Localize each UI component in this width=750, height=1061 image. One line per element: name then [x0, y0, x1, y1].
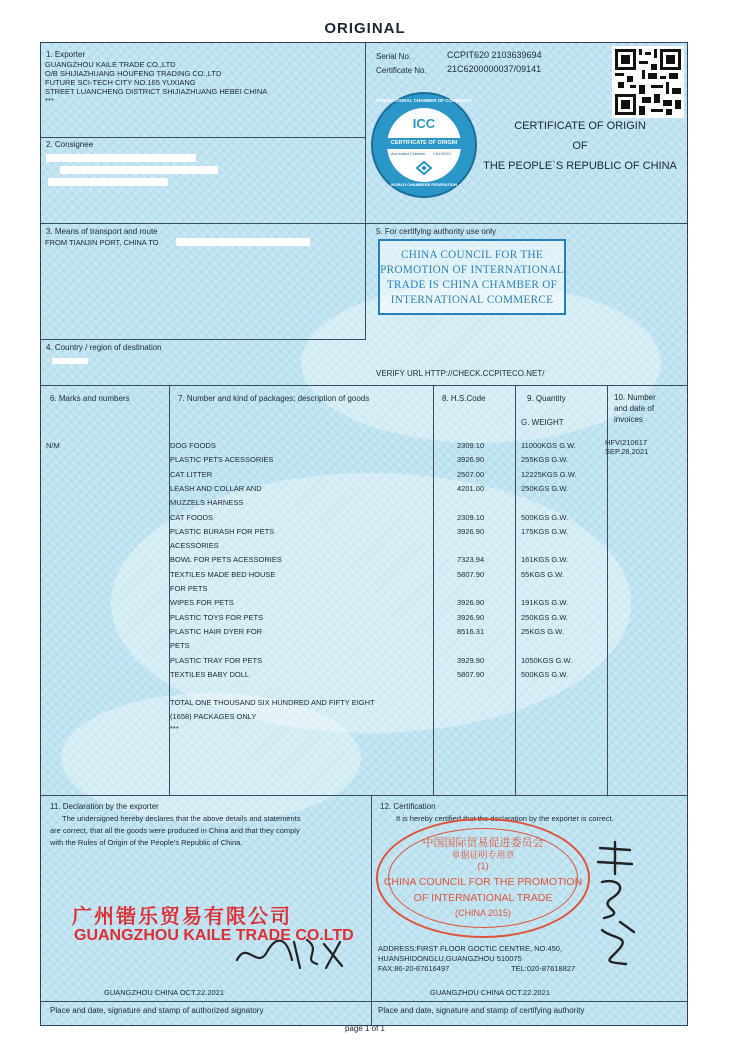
certifier-address: ADDRESS:FIRST FLOOR GOCTIC CENTRE, NO.450,: [378, 944, 563, 953]
qr-code[interactable]: [612, 46, 684, 118]
page-number: page 1 of 1: [344, 1024, 386, 1033]
seal-mid: (1): [477, 861, 489, 871]
exporter-place-date: GUANGZHOU CHINA OCT.22.2021: [104, 988, 225, 997]
certificate-no-value: 21C6200000037/09141: [447, 64, 542, 74]
hs-code: 4201.00: [457, 483, 485, 493]
marks-value: N/M: [46, 441, 60, 450]
serial-label: Serial No.: [376, 52, 412, 61]
gross-weight: 500KGS G.W.: [521, 512, 569, 522]
consignee-label: 2. Consignee: [46, 140, 94, 149]
col-invoice-header: invoices: [614, 415, 643, 424]
ccpit-notice-box: [378, 239, 566, 315]
exporter-stamp-cn: 广州锴乐贸易有限公司: [72, 906, 292, 928]
goods-description: PLASTIC TRAY FOR PETS: [170, 655, 263, 665]
destination-label: 4. Country / region of destination: [46, 343, 162, 352]
declaration-text: The undersigned hereby declares that the above details and statements: [62, 814, 301, 823]
redacted-block: [48, 178, 168, 186]
exporter-footer: Place and date, signature and stamp of authorized signatory: [50, 1006, 264, 1015]
goods-description: FOR PETS: [170, 584, 208, 593]
world-chambers-icon: [415, 160, 433, 176]
hs-code: 8516.31: [457, 626, 485, 636]
gross-weight: 175KGS G.W.: [521, 526, 569, 536]
col-quantity-sub: G. WEIGHT: [521, 418, 564, 427]
gross-weight: 55KGS G.W.: [521, 569, 564, 579]
icc-seal-icon: [371, 92, 477, 198]
total-line: TOTAL ONE THOUSAND SIX HUNDRED AND FIFTY EIGHT: [170, 698, 375, 707]
redacted-block: [46, 154, 196, 162]
gross-weight: 25KGS G.W.: [521, 626, 564, 636]
exporter-line: ***: [45, 96, 54, 105]
hs-code: 3926.90: [457, 526, 485, 536]
goods-description: LEASH AND COLLAR AND: [170, 483, 262, 493]
goods-description: PLASTIC HAIR DYER FOR: [170, 626, 263, 636]
goods-description: PLASTIC BURASH FOR PETS: [170, 526, 275, 536]
col-quantity-header: 9. Quantity: [527, 394, 566, 403]
gross-weight: 11000KGS G.W.: [521, 441, 576, 450]
hs-code: 5807.90: [457, 669, 485, 679]
redacted-block: [52, 358, 88, 364]
icc-ring-bottom: WORLD CHAMBERS FEDERATION: [390, 182, 458, 187]
goods-description: PETS: [170, 641, 190, 651]
hs-code: 3926.90: [457, 455, 485, 465]
certifier-tel: TEL:020-87618827: [511, 964, 576, 973]
icc-band: CERTIFICATE OF ORIGIN: [381, 138, 467, 149]
seal-cn-line: 中国国际贸易促进委员会: [422, 837, 544, 849]
redacted-block: [176, 238, 310, 246]
gross-weight: 255KGS G.W.: [521, 455, 569, 465]
exporter-line: STREET LUANCHENG DISTRICT SHIJIAZHUANG HEBEI CHINA: [45, 87, 268, 96]
cert-title-line: OF: [572, 140, 588, 152]
goods-description: TEXTILES BABY DOLL: [170, 669, 250, 679]
certifier-fax: FAX:86-20-87616497: [378, 964, 450, 973]
goods-description: CAT LITTER: [170, 469, 213, 479]
hs-code: 2309.10: [457, 512, 485, 522]
col-marks-header: 6. Marks and numbers: [50, 394, 130, 403]
declaration-text: are correct, that all the goods were produced in China and that they comply: [50, 826, 300, 835]
ccpit-line: INTERNATIONAL COMMERCE: [390, 294, 554, 306]
goods-description: WIPES FOR PETS: [170, 598, 234, 608]
hs-code: 2507.00: [457, 469, 485, 479]
cert-title-line: CERTIFICATE OF ORIGIN: [514, 120, 646, 132]
goods-description: CAT FOODS: [170, 512, 214, 522]
goods-description: TEXTILES MADE BED HOUSE: [170, 569, 276, 579]
exporter-line: GUANGZHOU KAILE TRADE CO.,LTD: [45, 60, 176, 69]
goods-description: BOWL FOR PETS ACESSORIES: [170, 555, 282, 565]
gross-weight: 161KGS G.W.: [521, 555, 569, 565]
icc-logo: ICC: [412, 116, 436, 131]
goods-description: DOG FOODS: [170, 441, 216, 450]
seal-en-line: OF INTERNATIONAL TRADE: [413, 892, 553, 904]
gross-weight: 500KGS G.W.: [521, 669, 569, 679]
certification-text: It is hereby certified that the declaration by the exporter is correct.: [396, 814, 614, 823]
document-title: ORIGINAL: [324, 20, 406, 37]
serial-value: CCPIT620 2103639694: [447, 50, 542, 60]
verify-url-link[interactable]: VERIFY URL HTTP://CHECK.CCPITECO.NET/: [376, 369, 545, 378]
goods-description: ACESSORIES: [170, 541, 219, 551]
hs-code: 5807.90: [457, 569, 485, 579]
invoice-number: HFVI210617: [605, 438, 648, 447]
total-line: ***: [170, 724, 179, 733]
col-invoice-header: 10. Number: [614, 393, 656, 402]
gross-weight: 1050KGS G.W.: [521, 655, 573, 665]
ccpit-seal: [376, 818, 590, 938]
goods-description: MUZZELS HARNESS: [170, 498, 244, 508]
icc-accredited: Accredited Chamber: [391, 152, 426, 156]
seal-en-line: CHINA COUNCIL FOR THE PROMOTION: [383, 876, 583, 888]
certificate-no-label: Certificate No.: [376, 66, 427, 75]
exporter-signature-icon: [232, 930, 352, 974]
exporter-line: FUTURE SCI-TECH CITY NO.165 YUXIANG: [45, 78, 196, 87]
hs-code: 3929.90: [457, 655, 485, 665]
invoice-date: SEP.28,2021: [605, 447, 649, 456]
certifier-place-date: GUANGZHOU CHINA OCT.22.2021: [430, 988, 551, 997]
exporter-stamp-en: GUANGZHOU KAILE TRADE CO.LTD: [74, 927, 354, 944]
icc-chamber-id: CN100191: [433, 152, 452, 156]
certifier-footer: Place and date, signature and stamp of certifying authority: [378, 1006, 585, 1015]
hs-code: 3926.90: [457, 598, 485, 608]
col-description-header: 7. Number and kind of packages; description of goods: [178, 394, 370, 403]
certifier-address: HUANSHIDONGLU,GUANGZHOU 510075: [378, 954, 522, 963]
redacted-block: [60, 166, 218, 174]
goods-description: PLASTIC PETS ACESSORIES: [170, 455, 274, 465]
exporter-line: O/B SHIJIAZHUANG HOUFENG TRADING CO.,LTD: [45, 69, 222, 78]
transport-label: 3. Means of transport and route: [46, 227, 158, 236]
gross-weight: 12225KGS G.W.: [521, 469, 577, 479]
declaration-label: 11. Declaration by the exporter: [50, 802, 159, 811]
gross-weight: 250KGS G.W.: [521, 483, 569, 493]
transport-value: FROM TIANJIN PORT, CHINA TO: [45, 238, 159, 247]
certifying-use-label: 5. For certifying authority use only: [376, 227, 497, 236]
certification-label: 12. Certification: [380, 802, 436, 811]
cert-title-line: THE PEOPLE`S REPUBLIC OF CHINA: [483, 160, 677, 172]
col-invoice-header: and date of: [614, 404, 655, 413]
certifier-signature-icon: [590, 838, 640, 968]
ccpit-line: PROMOTION OF INTERNATIONAL: [380, 264, 564, 276]
gross-weight: 191KGS G.W.: [521, 598, 569, 608]
col-hs-header: 8. H.S.Code: [442, 394, 486, 403]
seal-en-line: (CHINA 2015): [454, 908, 512, 918]
icc-ring-top: INTERNATIONAL CHAMBER OF COMMERCE: [375, 98, 473, 103]
hs-code: 2309.10: [457, 441, 485, 450]
hs-code: 3926.90: [457, 612, 485, 622]
seal-cn-line: 单据证明专用章: [451, 850, 515, 860]
gross-weight: 250KGS G.W.: [521, 612, 569, 622]
exporter-label: 1. Exporter: [46, 50, 86, 59]
ccpit-line: TRADE IS CHINA CHAMBER OF: [386, 279, 558, 291]
declaration-text: with the Rules of Origin of the People's Republic of China.: [50, 838, 243, 847]
total-line: (1658) PACKAGES ONLY: [170, 712, 257, 721]
hs-code: 7323.94: [457, 555, 485, 565]
goods-description: PLASTIC TOYS FOR PETS: [170, 612, 264, 622]
ccpit-line: CHINA COUNCIL FOR THE: [400, 249, 544, 261]
